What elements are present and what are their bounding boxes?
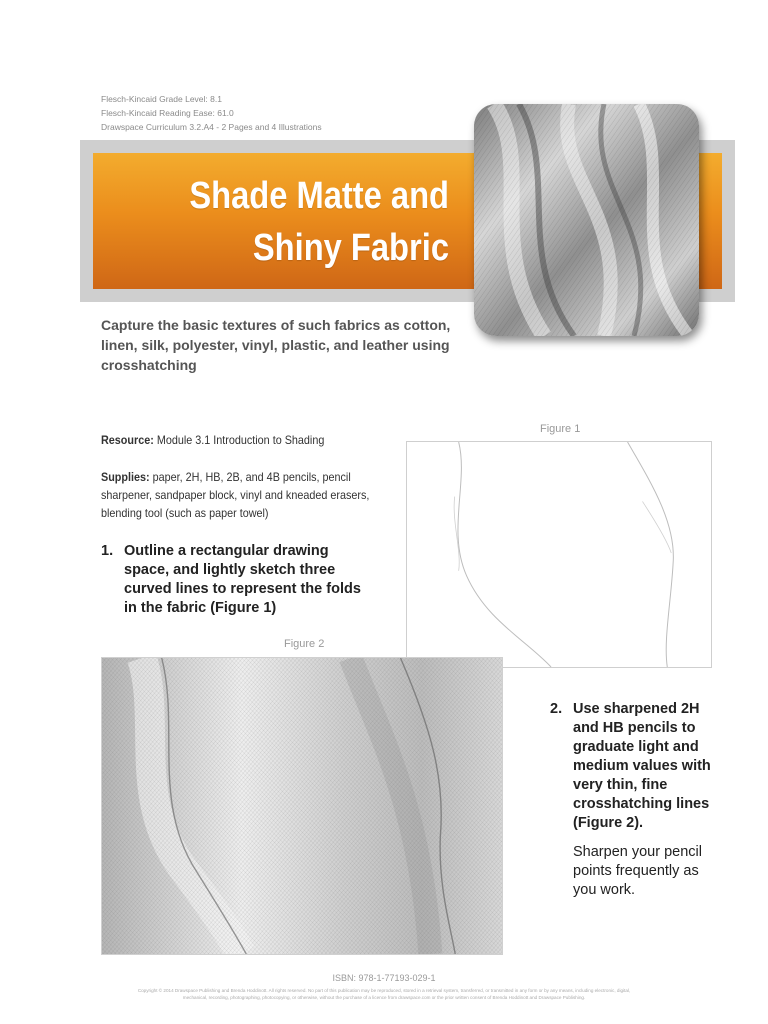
curriculum-text: Drawspace Curriculum 3.2.A4 - 2 Pages and 4 Illustrations [101, 122, 322, 132]
supplies-paragraph [101, 468, 371, 522]
page-title [143, 170, 449, 274]
fabric-hero-image [474, 104, 699, 336]
resource-line [101, 433, 324, 447]
step-2-text: Use sharpened 2H and HB pencils to graduate light and medium values with very thin, fine crosshatching lines (Figure 2). [573, 701, 711, 831]
step-2 [550, 700, 720, 833]
step-1 [101, 542, 371, 618]
step-2-number: 2. [550, 701, 563, 717]
figure-2-crosshatching [101, 657, 503, 955]
resource-label: Resource: [101, 433, 154, 447]
step-1-text: Outline a rectangular drawing space, and lightly sketch three curved lines to represent the folds in the fabric (Figure 1) [124, 543, 361, 616]
figure-2-caption: Figure 2 [284, 638, 325, 650]
supplies-text: paper, 2H, HB, 2B, and 4B pencils, pencil sharpener, sandpaper block, vinyl and kneaded erasers, blending tool (such as paper towel) [101, 470, 370, 520]
grade-level-text: Flesch-Kincaid Grade Level: 8.1 [101, 94, 222, 104]
lesson-subtitle: Capture the basic textures of such fabrics as cotton, linen, silk, polyester, vinyl, plastic, and leather using crosshatching [101, 317, 451, 373]
reading-ease-text: Flesch-Kincaid Reading Ease: 61.0 [101, 108, 234, 118]
step-1-number: 1. [101, 543, 114, 559]
tip-text: Sharpen your pencil points frequently as you work. [573, 844, 702, 898]
isbn-text: ISBN: 978-1-77193-029-1 [332, 973, 436, 983]
supplies-label: Supplies: [101, 470, 150, 484]
copyright-text: Copyright © 2014 Drawspace Publishing and Brenda Hoddinott. All rights reserved. No part of this publication may be reproduced, stored in a retrieval system, transferred, or transmitted in any form or by any means, including electronic, digital, mechanical, recording, photographing, photocopying, or otherwise, without the purchase of a licence from drawspace.com or the prior written consent of Brenda Hoddinott and Drawspace Publishing. [137, 988, 631, 1000]
resource-text: Module 3.1 Introduction to Shading [153, 433, 325, 447]
title-line-1: Shade Matte and [189, 175, 449, 217]
title-line-2: Shiny Fabric [252, 227, 449, 269]
document-metadata [101, 92, 322, 134]
figure-1-caption: Figure 1 [540, 423, 581, 435]
figure-1-sketch [406, 441, 712, 668]
